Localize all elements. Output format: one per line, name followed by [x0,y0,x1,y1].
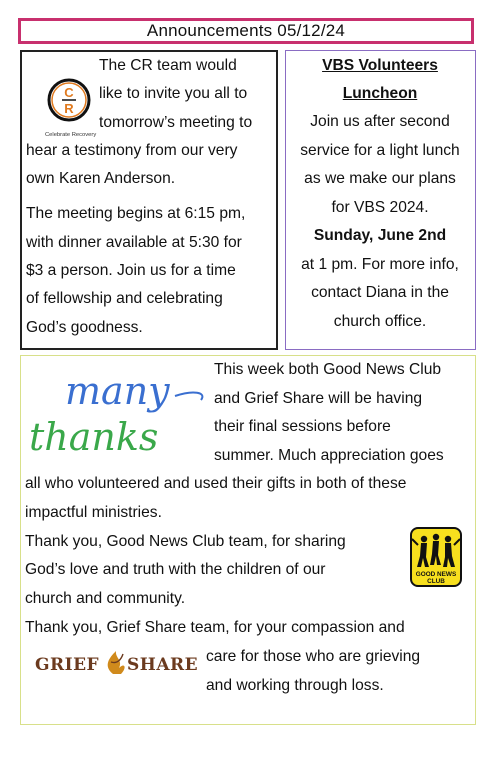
header-title: Announcements 05/12/24 [146,21,346,40]
cr-line-5: own Karen Anderson. [26,170,176,187]
thanks-line-10: Thank you, Grief Share team, for your compassion and [25,619,405,636]
cr-logo-r: R [64,101,74,116]
thanks-line-1: This week both Good News Club [214,361,442,378]
cr-line-8: $3 a person. Join us for a time [26,262,236,279]
vbs-line-6: contact Diana in the [311,284,449,301]
vbs-line-1: Join us after second [310,113,450,130]
thanks-line-5: all who volunteered and used their gifts in both of these [25,475,407,492]
vbs-line-4: for VBS 2024. [331,199,429,216]
thanks-line-7: Thank you, Good News Club team, for sharing [25,533,346,550]
cr-logo-caption: Celebrate Recovery [45,132,97,138]
cr-announcement-box [20,50,278,350]
thanks-line-12: and working through loss. [206,677,384,694]
cr-line-10: God’s goodness. [26,319,143,336]
many-thanks-art [25,366,211,466]
thanks-line-8: God’s love and truth with the children of our [25,561,326,578]
griefshare-logo [33,648,203,678]
good-news-club-logo [410,527,462,587]
vbs-line-7: church office. [333,313,427,330]
thanks-line-2: and Grief Share will be having [214,390,423,407]
thanks-line-6: impactful ministries. [25,504,162,521]
vbs-line-3: as we make our plans [304,170,456,187]
gnc-logo-text-1: GOOD NEWS [415,571,457,578]
celebrate-recovery-logo [45,76,97,146]
vbs-line-5: at 1 pm. For more info, [301,256,459,273]
griefshare-text-1: GRIEF [35,655,100,675]
vbs-date: Sunday, June 2nd [313,227,447,244]
cr-line-1: The CR team would [99,57,237,74]
thanks-announcement-box [20,355,476,725]
griefshare-text-2: SHARE [127,655,199,675]
thanks-line-9: church and community. [25,590,186,607]
many-thanks-word-1: many [65,369,170,413]
vbs-line-2: service for a light lunch [300,142,460,159]
griefshare-flame-icon [108,651,125,674]
cr-line-2: like to invite you all to [99,85,248,102]
cr-line-4: hear a testimony from our very [26,142,238,159]
cr-line-9: of fellowship and celebrating [26,290,223,307]
thanks-line-3: their final sessions before [214,418,391,435]
vbs-title-line-1: VBS Volunteers [322,57,438,74]
cr-line-3: tomorrow’s meeting to [99,114,253,131]
announcements-header [18,18,474,44]
cr-line-7: with dinner available at 5:30 for [26,234,242,251]
vbs-title-line-2: Luncheon [342,85,418,102]
cr-line-6: The meeting begins at 6:15 pm, [26,205,246,222]
cr-logo-c: C [64,85,74,100]
thanks-line-4: summer. Much appreciation goes [214,447,444,464]
many-thanks-word-2: thanks [29,415,159,459]
thanks-line-11: care for those who are grieving [206,648,421,665]
vbs-announcement-box [285,50,476,350]
gnc-logo-text-2: CLUB [427,578,445,585]
